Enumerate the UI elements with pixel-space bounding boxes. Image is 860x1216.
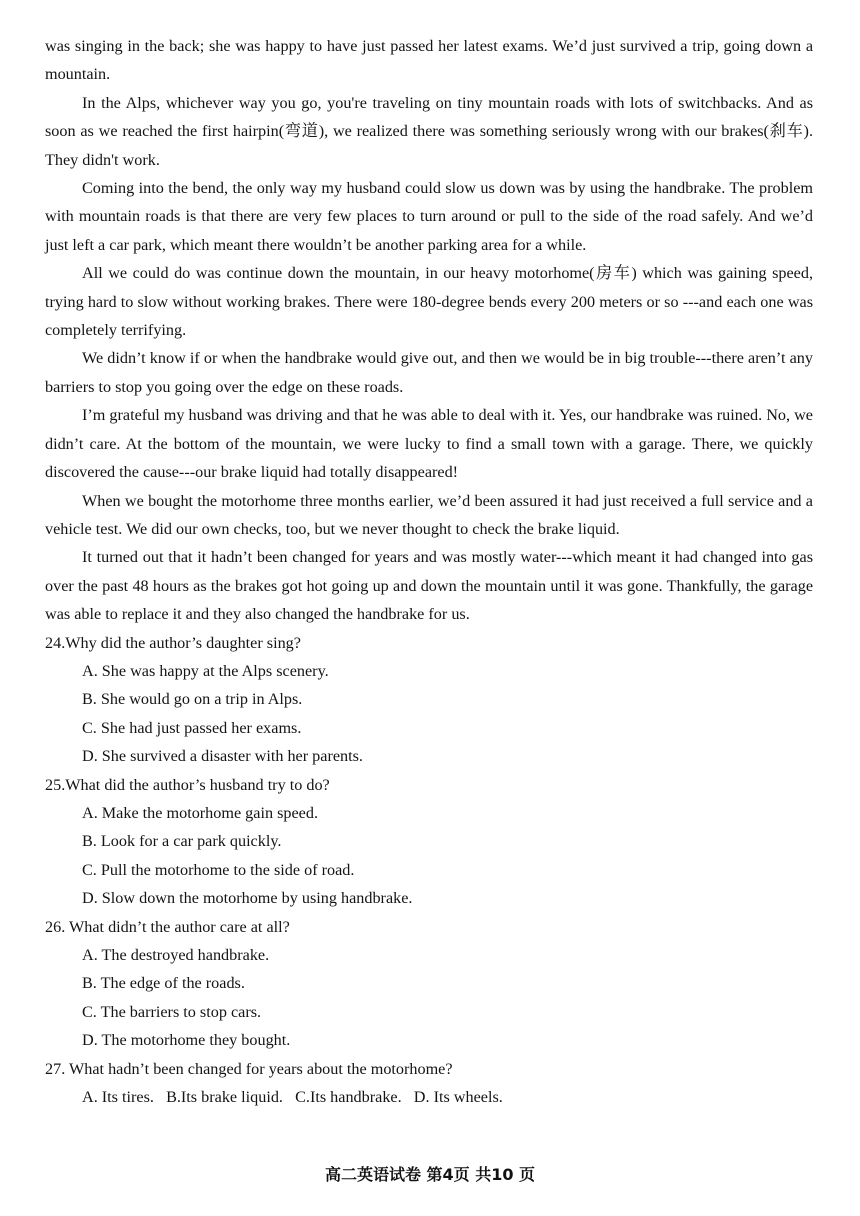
answer-option: D. The motorhome they bought. — [82, 1031, 291, 1050]
question-stem: 26. What didn’t the author care at all? — [45, 917, 290, 936]
answer-option: B. Look for a car park quickly. — [82, 832, 282, 851]
passage-paragraph: In the Alps, whichever way you go, you're traveling on tiny mountain roads with lots of switchbacks. And as soon as we reached the first hairpin(弯道), we realized there was something seriously wrong with our brakes(刹车). They didn't work. — [45, 93, 813, 169]
passage-paragraph: Coming into the bend, the only way my husband could slow us down was by using the handbrake. The problem with mountain roads is that there are very few places to turn around or pull to the side of the road safely. And we’d just left a car park, which meant there wouldn’t be another parking area for a while. — [45, 179, 813, 254]
question-stem: 24.Why did the author’s daughter sing? — [45, 633, 301, 652]
answer-option: D. She survived a disaster with her parents. — [82, 747, 363, 766]
question-24 — [45, 629, 813, 771]
question-stem: 27. What hadn’t been changed for years about the motorhome? — [45, 1059, 453, 1078]
answer-option: C. The barriers to stop cars. — [82, 1002, 262, 1021]
answer-options-line: A. Its tires. B.Its brake liquid. C.Its handbrake. D. Its wheels. — [82, 1088, 503, 1107]
passage-paragraph: was singing in the back; she was happy to have just passed her latest exams. We’d just survived a trip, going down a mountain. — [45, 37, 813, 84]
question-26 — [45, 913, 813, 1055]
passage-paragraph: I’m grateful my husband was driving and that he was able to deal with it. Yes, our handbrake was ruined. No, we didn’t care. At the bottom of the mountain, we were lucky to find a small town with a garage. There, we quickly discovered the cause---our brake liquid had totally disappeared! — [45, 406, 813, 482]
answer-option: C. She had just passed her exams. — [82, 718, 302, 737]
answer-option: B. The edge of the roads. — [82, 974, 245, 993]
passage-paragraph: We didn’t know if or when the handbrake would give out, and then we would be in big trouble---there aren’t any barriers to stop you going over the edge on these roads. — [45, 349, 813, 396]
answer-option: C. Pull the motorhome to the side of road. — [82, 860, 355, 879]
passage-paragraph: It turned out that it hadn’t been changed for years and was mostly water---which meant it had changed into gas over the past 48 hours as the brakes got hot going up and down the mountain until it was gone. Thankfully, the garage was able to replace it and they also changed the handbrake for us. — [45, 548, 813, 624]
question-27 — [45, 1055, 813, 1112]
question-stem: 25.What did the author’s husband try to do? — [45, 775, 330, 794]
answer-option: A. She was happy at the Alps scenery. — [82, 661, 329, 680]
page-footer: 高二英语试卷 第4页 共10 页 — [324, 1165, 536, 1184]
answer-option: A. Make the motorhome gain speed. — [82, 803, 319, 822]
document-page — [45, 32, 813, 1111]
answer-option: A. The destroyed handbrake. — [82, 946, 270, 964]
question-25 — [45, 771, 813, 913]
passage-paragraph: When we bought the motorhome three months earlier, we’d been assured it had just received a full service and a vehicle test. We did our own checks, too, but we never thought to check the brake liquid. — [45, 491, 813, 538]
passage-paragraph: All we could do was continue down the mountain, in our heavy motorhome(房车) which was gaining speed, trying hard to slow without working brakes. There were 180-degree bends every 200 meters or so ---and each one was completely terrifying. — [45, 264, 813, 340]
answer-option: B. She would go on a trip in Alps. — [82, 690, 303, 709]
answer-option: D. Slow down the motorhome by using handbrake. — [82, 889, 413, 908]
